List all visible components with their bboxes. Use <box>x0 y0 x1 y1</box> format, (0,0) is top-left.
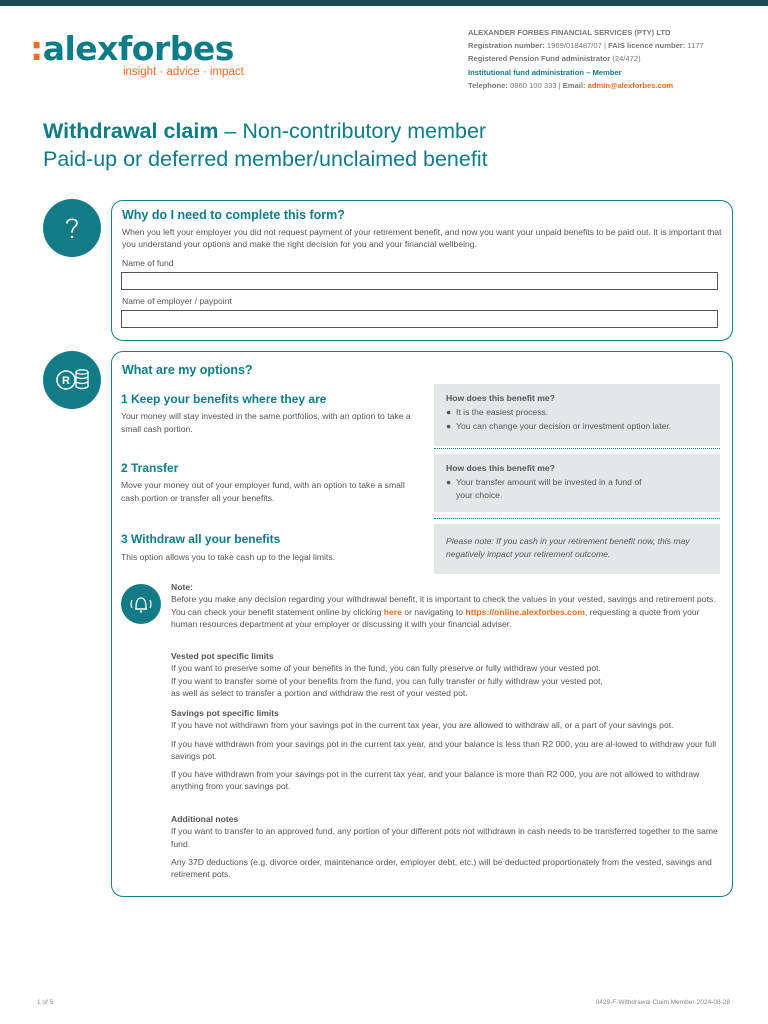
savings-pot-paragraph: If you have not withdrawn from your savings pot in the current tax year, you are allowed to withdraw all, or a part of your savings pot. <box>171 720 674 731</box>
option-1-title: 1 Keep your benefits where they are <box>121 392 327 406</box>
fund-name-field[interactable] <box>121 272 718 290</box>
option-2-benefit-heading: How does this benefit me? <box>446 463 555 473</box>
pension-line: Registered Pension Fund administrator (24/472) <box>468 54 641 64</box>
fund-name-label: Name of fund <box>122 258 174 268</box>
svg-text:R: R <box>62 375 70 387</box>
please-note-box <box>434 524 720 574</box>
vested-pot-line: as well as select to transfer a portion and withdraw the rest of your vested pot. <box>171 687 468 698</box>
vested-pot-line: If you want to preserve some of your benefits in the fund, you can fully preserve or fully withdraw your vested pot. <box>171 663 601 674</box>
option-2-text: Move your money out of your employer fund, with an option to take a small cash portion or transfer all your benefits. <box>121 480 405 503</box>
page-number: 1 of 5 <box>37 999 54 1006</box>
registration-line: Registration number: 1969/018487/07 | FAIS licence number: 1177 <box>468 41 704 51</box>
form-code: 0429-F-Withdrawal Claim Member-2024-08-28 <box>595 999 730 1006</box>
online-alexforbes-link[interactable]: https://online.alexforbes.com <box>465 606 585 617</box>
note-block <box>171 581 719 630</box>
savings-pot-block <box>171 707 719 793</box>
top-bar <box>0 0 768 6</box>
please-note-text: Please note: If you cash in your retirement benefit now, this may negatively impact your retirement outcome. <box>446 536 690 559</box>
employer-paypoint-field[interactable] <box>121 310 718 328</box>
option-2-bullet-1: ● Your transfer amount will be invested in a fund of <box>446 477 642 487</box>
email-link[interactable]: admin@alexforbes.com <box>587 80 674 90</box>
company-info <box>468 26 704 92</box>
why-heading: Why do I need to complete this form? <box>122 208 345 222</box>
option-1-benefit-heading: How does this benefit me? <box>446 393 555 403</box>
contact-line: Telephone: 0860 100 333 | Email: admin@alexforbes.com <box>468 80 674 90</box>
company-name: ALEXANDER FORBES FINANCIAL SERVICES (PTY) LTD <box>468 28 671 37</box>
additional-notes-heading: Additional notes <box>171 814 239 824</box>
why-section <box>111 200 733 341</box>
option-2-benefit-box <box>434 454 720 512</box>
logo-tagline: insight · advice · impact <box>123 66 244 78</box>
page-title: Withdrawal claim – Non-contributory member Paid-up or deferred member/unclaimed benefit <box>43 119 488 171</box>
additional-notes-paragraph: Any 37D deductions (e.g. divorce order, maintenance order, employer debt, etc.) will be deducted proportionately from the vested, savings and retirement pots. <box>171 856 712 880</box>
alexforbes-logo <box>30 30 244 78</box>
vested-pot-line: If you want to transfer some of your benefits from the fund, you can fully transfer or fully withdraw your vested pot, <box>171 675 603 686</box>
savings-pot-paragraph: If you have withdrawn from your savings pot in the current tax year, and your balance is less than R2 000, you are al-lowed to withdraw your full savings pot. <box>171 738 717 761</box>
vested-pot-heading: Vested pot specific limits <box>171 651 274 661</box>
option-3-title: 3 Withdraw all your benefits <box>121 532 281 546</box>
divider <box>434 448 720 449</box>
why-text: When you left your employer you did not request payment of your retirement benefit, and now you want your unpaid benefits to be paid out. It is important that you understand your options and make the right decision for you and your financial wellbeing. <box>122 227 722 249</box>
options-heading: What are my options? <box>122 363 253 377</box>
bell-alert-icon <box>121 584 161 624</box>
vested-pot-block <box>171 650 719 699</box>
institutional-line: Institutional fund administration – Member <box>468 67 622 77</box>
savings-pot-heading: Savings pot specific limits <box>171 708 279 718</box>
option-1-benefit-box <box>434 384 720 446</box>
additional-notes-paragraph: If you want to transfer to an approved fund, any portion of your different pots not withdrawn in cash needs to be transferred together to the same fund. <box>171 826 718 849</box>
option-2-bullet-1-cont: your choice. <box>456 490 503 500</box>
here-link[interactable]: here <box>383 606 402 617</box>
note-intro: Before you make any decision regarding your withdrawal benefit, it is important to check the values in your vested, savings and retirement pots. You can check your benefit statement online by clicking here or navigating to https://online.alexforbes.com, requesting a quote from your human resources department at your employer or discussing it with your financial adviser. <box>171 594 716 629</box>
rand-coins-icon <box>43 351 101 409</box>
option-3-text: This option allows you to take cash up to the legal limits. <box>121 552 336 562</box>
additional-notes-block <box>171 813 719 880</box>
logo-colon: : <box>30 29 43 68</box>
option-1-bullet-1: ● It is the easiest process. <box>446 407 549 417</box>
logo-word: alexforbes <box>42 29 234 68</box>
note-heading: Note: <box>171 582 193 592</box>
divider <box>434 518 720 519</box>
option-1-bullet-2: ● You can change your decision or investment option later. <box>446 421 672 431</box>
option-1-text: Your money will stay invested in the same portfolios, with an option to take a small cash portion. <box>121 411 411 434</box>
option-2-title: 2 Transfer <box>121 461 179 475</box>
page-subtitle: Paid-up or deferred member/unclaimed benefit <box>43 147 488 171</box>
question-icon <box>43 199 101 257</box>
employer-label: Name of employer / paypoint <box>122 296 232 306</box>
savings-pot-paragraph: If you have withdrawn from your savings pot in the current tax year, and your balance is more than R2 000, you are not allowed to withdraw anything from your savings pot. <box>171 769 700 792</box>
